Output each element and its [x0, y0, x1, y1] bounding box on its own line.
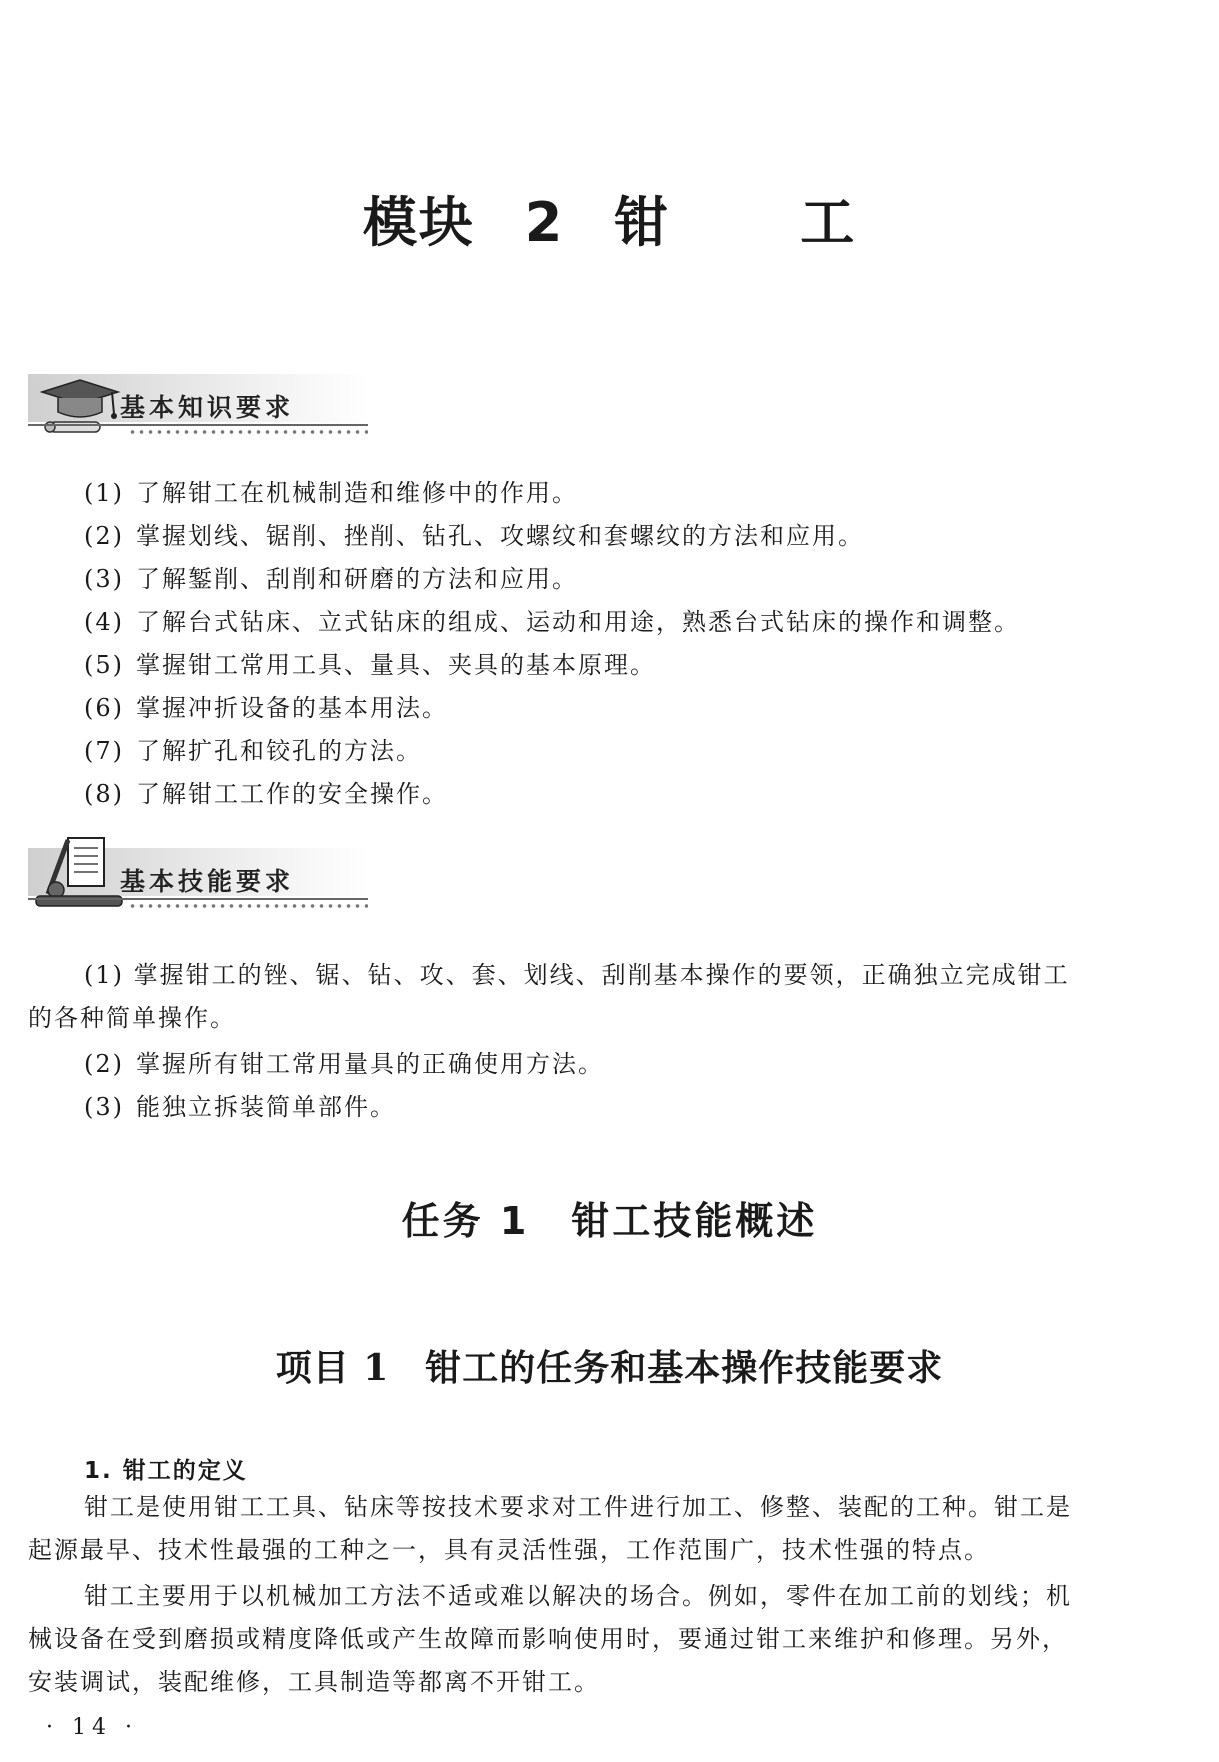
skills-banner	[28, 848, 368, 914]
skills-item-1: (1) 掌握钳工的锉、锯、钻、攻、套、划线、刮削基本操作的要领，正确独立完成钳工 的各种简单操作。	[28, 961, 1070, 1032]
module-char-2: 工	[800, 191, 857, 254]
notepad-pencil-icon	[34, 834, 124, 914]
list-item: (7) 了解扩孔和铰孔的方法。	[84, 737, 422, 765]
project-title	[0, 1340, 1219, 1391]
project-name: 钳工的任务和基本操作技能要求	[425, 1347, 944, 1389]
module-char-1: 钳	[614, 191, 671, 254]
banner-rule	[28, 898, 368, 900]
banner-rule	[28, 424, 368, 426]
list-item: (1) 了解钳工在机械制造和维修中的作用。	[84, 479, 578, 507]
banner-dots	[128, 903, 368, 909]
definition-paragraph-1: 钳工是使用钳工工具、钻床等按技术要求对工件进行加工、修整、装配的工种。钳工是 起源最早、技术性最强的工种之一，具有灵活性强，工作范围广，技术性强的特点。	[28, 1493, 1072, 1564]
task-title	[0, 1190, 1219, 1245]
skills-heading: 基本技能要求	[120, 867, 295, 896]
list-item: (8) 了解钳工工作的安全操作。	[84, 780, 448, 808]
module-number: 2	[524, 191, 565, 254]
module-label: 模块	[362, 191, 475, 254]
list-item: (5) 掌握钳工常用工具、量具、夹具的基本原理。	[84, 651, 656, 679]
graduation-cap-icon	[32, 374, 128, 440]
definition-subhead: 1. 钳工的定义	[84, 1458, 248, 1484]
task-label: 任务 1	[401, 1199, 530, 1243]
page-number: · 14 ·	[46, 1715, 138, 1740]
list-item: (4) 了解台式钻床、立式钻床的组成、运动和用途，熟悉台式钻床的操作和调整。	[84, 608, 1020, 636]
definition-paragraph-2: 钳工主要用于以机械加工方法不适或难以解决的场合。例如，零件在加工前的划线；机 械设备在受到磨损或精度降低或产生故障而影响使用时，要通过钳工来维护和修理。另外， 安装调试，装配维修，工具制造等都离不开钳工。	[28, 1582, 1072, 1696]
module-title	[0, 180, 1219, 257]
task-name: 钳工技能概述	[571, 1199, 818, 1243]
knowledge-banner	[28, 374, 368, 440]
list-item: (3) 了解錾削、刮削和研磨的方法和应用。	[84, 565, 578, 593]
knowledge-heading: 基本知识要求	[120, 393, 295, 422]
list-item: (2) 掌握所有钳工常用量具的正确使用方法。	[84, 1050, 604, 1078]
banner-dots	[128, 429, 368, 435]
list-item: (3) 能独立拆装简单部件。	[84, 1093, 396, 1121]
project-label: 项目 1	[275, 1347, 390, 1389]
list-item: (6) 掌握冲折设备的基本用法。	[84, 694, 448, 722]
list-item: (2) 掌握划线、锯削、挫削、钻孔、攻螺纹和套螺纹的方法和应用。	[84, 522, 864, 550]
